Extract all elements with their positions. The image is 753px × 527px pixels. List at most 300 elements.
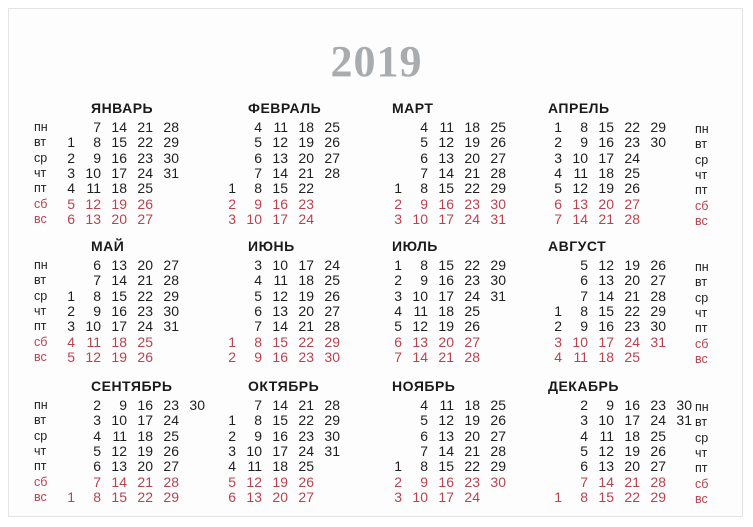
day-number: 19 [272,473,288,490]
day-number: 5 [554,180,562,197]
day-number: 25 [490,397,506,413]
day-number: 14 [598,287,614,304]
day-number: 12 [598,442,614,459]
day-number: 4 [254,272,262,289]
week-row [198,444,358,459]
day-number: 8 [420,180,428,197]
day-number: 11 [439,119,454,135]
day-number: 4 [394,302,402,319]
week-row [37,335,197,350]
day-number: 10 [85,318,101,335]
day-number: 22 [624,302,640,319]
day-number: 11 [247,458,262,475]
day-number: 16 [598,134,614,151]
week-row [198,319,358,334]
day-number: 26 [137,348,153,365]
week-row [524,475,684,490]
day-number: 11 [86,333,101,350]
day-number: 26 [163,442,179,459]
weekday-label: вс [695,491,708,506]
day-number: 20 [111,210,127,227]
week-row [198,459,358,474]
day-number: 13 [111,257,127,273]
day-number: 18 [111,333,127,350]
day-number: 16 [438,195,454,212]
day-number: 27 [464,333,480,350]
day-number: 15 [438,458,454,475]
day-number: 18 [298,119,314,135]
week-row [198,398,358,413]
day-number: 27 [624,195,640,212]
day-number: 18 [137,427,153,444]
day-number: 16 [272,427,288,444]
day-number: 5 [93,442,101,459]
month-block [364,100,524,227]
day-number: 11 [413,302,428,319]
week-row [524,335,684,350]
day-number: 13 [598,272,614,289]
day-number: 20 [464,427,480,444]
day-number: 22 [624,488,640,505]
day-number: 21 [298,397,314,413]
day-number: 18 [624,427,640,444]
day-number: 4 [554,348,562,365]
weekday-label: ср [34,150,48,165]
day-number: 27 [137,210,153,227]
day-number: 19 [111,195,127,212]
day-number: 24 [464,287,480,304]
day-number: 13 [438,149,454,166]
day-number: 26 [490,134,506,151]
week-row [364,350,524,365]
day-number: 14 [438,442,454,459]
day-number: 1 [554,119,562,135]
day-number: 21 [598,210,614,227]
day-number: 3 [394,488,402,505]
day-number: 20 [464,149,480,166]
day-number: 20 [298,302,314,319]
day-number: 15 [272,333,288,350]
day-number: 5 [420,412,428,429]
day-number: 17 [438,488,454,505]
week-row [37,197,197,212]
week-row [364,212,524,227]
week-row [524,319,684,334]
day-number: 6 [254,149,262,166]
day-number: 31 [490,210,506,227]
day-number: 25 [298,458,314,475]
week-row [364,444,524,459]
day-number: 20 [598,195,614,212]
day-number: 21 [624,287,640,304]
day-number: 1 [554,302,562,319]
week-row [37,397,205,413]
day-number: 9 [93,302,101,319]
day-number: 4 [228,458,236,475]
day-number: 3 [554,149,562,166]
day-number: 5 [394,318,402,335]
day-number: 10 [598,412,614,429]
day-number: 8 [580,488,588,505]
day-number: 19 [111,348,127,365]
day-number: 27 [650,458,666,475]
day-number: 7 [394,348,402,365]
day-number: 18 [598,348,614,365]
day-number: 10 [246,210,262,227]
day-number: 29 [163,287,179,304]
day-number: 15 [438,257,454,273]
day-number: 19 [298,287,314,304]
day-number: 17 [438,287,454,304]
day-number: 8 [254,412,262,429]
week-row [364,304,524,319]
day-number: 28 [490,164,506,181]
day-number: 5 [580,442,588,459]
month-block [364,378,524,505]
week-row [37,413,197,428]
day-number: 21 [298,164,314,181]
week-row [37,212,197,227]
day-number: 9 [254,348,262,365]
day-number: 23 [137,149,153,166]
day-number: 15 [272,412,288,429]
day-number: 26 [624,180,640,197]
month-block [364,238,524,365]
day-number: 10 [412,488,428,505]
day-number: 13 [438,427,454,444]
day-number: 12 [438,412,454,429]
day-number: 22 [298,333,314,350]
day-number: 11 [273,272,288,289]
weekday-label: пт [695,183,708,198]
week-row [364,459,524,474]
week-row [524,181,684,196]
day-number: 15 [272,180,288,197]
week-row [364,166,524,181]
month-name: ФЕВРАЛЬ [248,100,322,116]
day-number: 20 [438,333,454,350]
day-number: 31 [324,442,340,459]
day-number: 14 [598,473,614,490]
day-number: 28 [624,210,640,227]
day-number: 19 [624,442,640,459]
day-number: 7 [580,473,588,490]
day-number: 4 [554,164,562,181]
day-number: 2 [67,302,75,319]
weekday-label: пт [695,461,708,476]
day-number: 7 [420,442,428,459]
day-number: 21 [624,473,640,490]
day-number: 23 [464,195,480,212]
day-number: 14 [572,210,588,227]
day-number: 7 [554,210,562,227]
day-number: 22 [464,257,480,273]
day-number: 12 [598,257,614,273]
day-number: 16 [137,397,153,413]
week-row [37,350,197,365]
week-row [364,258,524,273]
week-row [198,429,358,444]
day-number: 19 [624,257,640,273]
day-number: 24 [137,164,153,181]
day-number: 5 [254,134,262,151]
week-row [524,397,692,413]
weekday-label: ср [34,428,48,443]
day-number: 25 [650,427,666,444]
day-number: 23 [624,318,640,335]
week-row [37,475,197,490]
day-number: 1 [67,488,75,505]
day-number: 14 [111,272,127,289]
day-number: 31 [490,287,506,304]
day-number: 17 [111,318,127,335]
week-row [524,459,684,474]
week-row [364,289,524,304]
day-number: 3 [580,412,588,429]
day-number: 16 [111,149,127,166]
day-number: 25 [137,180,153,197]
day-number: 28 [163,473,179,490]
day-number: 11 [573,348,588,365]
day-number: 15 [598,119,614,135]
week-row [364,335,524,350]
day-number: 19 [464,412,480,429]
day-number: 6 [554,195,562,212]
day-number: 23 [624,134,640,151]
day-number: 18 [111,180,127,197]
day-number: 8 [420,257,428,273]
week-row [524,304,684,319]
week-row [198,273,358,288]
day-number: 5 [228,473,236,490]
day-number: 13 [111,458,127,475]
day-number: 4 [580,427,588,444]
week-row [198,181,358,196]
day-number: 9 [254,195,262,212]
week-row [37,135,197,150]
day-number: 11 [273,119,288,135]
day-number: 1 [394,458,402,475]
day-number: 16 [438,473,454,490]
day-number: 8 [93,134,101,151]
weekday-label: вс [695,351,708,366]
day-number: 9 [93,149,101,166]
day-number: 23 [163,397,179,413]
week-row [364,273,524,288]
day-number: 30 [490,195,506,212]
week-row [198,335,358,350]
day-number: 15 [111,134,127,151]
day-number: 21 [137,473,153,490]
week-row [37,151,197,166]
day-number: 4 [67,333,75,350]
day-number: 28 [650,287,666,304]
day-number: 6 [420,149,428,166]
day-number: 9 [420,473,428,490]
weekday-label: пн [34,398,48,412]
day-number: 2 [93,397,101,413]
day-number: 10 [572,149,588,166]
day-number: 4 [93,427,101,444]
day-number: 30 [163,302,179,319]
day-number: 27 [324,149,340,166]
week-row [198,490,358,505]
day-number: 15 [111,488,127,505]
week-row [364,181,524,196]
day-number: 25 [163,427,179,444]
day-number: 6 [420,427,428,444]
day-number: 15 [598,302,614,319]
day-number: 13 [572,195,588,212]
weekday-label: сб [34,334,48,349]
day-number: 7 [93,119,101,135]
day-number: 29 [163,134,179,151]
day-number: 9 [420,195,428,212]
day-number: 16 [111,302,127,319]
weekday-label: ср [695,152,709,167]
day-number: 23 [298,348,314,365]
day-number: 28 [163,272,179,289]
day-number: 31 [163,318,179,335]
day-number: 29 [324,412,340,429]
day-number: 11 [86,180,101,197]
day-number: 31 [650,333,666,350]
day-number: 25 [624,348,640,365]
day-number: 17 [111,164,127,181]
day-number: 20 [624,458,640,475]
day-number: 10 [272,257,288,273]
week-row [524,289,684,304]
day-number: 8 [254,333,262,350]
day-number: 20 [272,488,288,505]
day-number: 24 [137,318,153,335]
weekday-label: чт [34,303,47,318]
day-number: 13 [85,210,101,227]
week-row [524,212,684,227]
day-number: 20 [137,257,153,273]
day-number: 25 [490,119,506,135]
day-number: 16 [438,272,454,289]
weekday-label: вс [34,349,47,364]
day-number: 9 [119,397,127,413]
day-number: 17 [598,149,614,166]
day-number: 27 [650,272,666,289]
weekday-label: вт [695,415,708,430]
month-block [524,100,684,227]
week-row [198,120,358,135]
day-number: 23 [650,397,666,413]
day-number: 24 [624,149,640,166]
day-number: 17 [624,412,640,429]
day-number: 16 [598,318,614,335]
month-name: МАРТ [392,100,434,116]
day-number: 11 [573,164,588,181]
day-number: 3 [254,257,262,273]
day-number: 3 [228,210,236,227]
day-number: 30 [189,397,205,413]
day-number: 22 [298,412,314,429]
week-row [37,120,197,135]
day-number: 23 [464,272,480,289]
week-row [524,429,684,444]
day-number: 3 [394,287,402,304]
weekday-label: сб [695,198,709,213]
weekday-label: сб [34,196,48,211]
day-number: 20 [298,149,314,166]
weekday-label: вс [34,489,47,504]
week-row [364,197,524,212]
week-row [37,444,197,459]
day-number: 3 [394,210,402,227]
weekday-label: ср [695,430,709,445]
day-number: 29 [490,257,506,273]
day-number: 9 [254,427,262,444]
day-number: 22 [624,119,640,135]
week-row [524,120,684,135]
day-number: 1 [394,257,402,273]
day-number: 30 [163,149,179,166]
weekday-label: пн [34,258,48,272]
month-block [198,100,358,227]
day-number: 28 [650,473,666,490]
day-number: 4 [67,180,75,197]
week-row [524,258,684,273]
day-number: 6 [93,257,101,273]
day-number: 19 [137,442,153,459]
day-number: 30 [324,348,340,365]
day-number: 24 [464,210,480,227]
day-number: 15 [598,488,614,505]
week-row [37,289,197,304]
weekday-label: чт [34,165,47,180]
week-row [524,490,684,505]
day-number: 31 [676,412,692,429]
weekday-label: пт [695,321,708,336]
day-number: 29 [650,488,666,505]
day-number: 7 [93,473,101,490]
day-number: 25 [324,272,340,289]
day-number: 28 [324,164,340,181]
day-number: 3 [554,333,562,350]
weekday-label: чт [695,445,708,460]
month-name: СЕНТЯБРЬ [91,378,173,394]
day-number: 30 [650,134,666,151]
day-number: 10 [412,210,428,227]
month-name: ИЮНЬ [248,238,295,254]
day-number: 22 [464,458,480,475]
month-name: МАЙ [91,238,125,254]
day-number: 30 [650,318,666,335]
day-number: 26 [650,442,666,459]
day-number: 9 [606,397,614,413]
week-row [524,135,684,150]
day-number: 30 [490,473,506,490]
day-number: 27 [490,149,506,166]
day-number: 21 [137,119,153,135]
day-number: 8 [93,287,101,304]
day-number: 12 [438,134,454,151]
day-number: 2 [394,272,402,289]
day-number: 29 [650,302,666,319]
day-number: 1 [67,134,75,151]
day-number: 23 [137,302,153,319]
day-number: 18 [598,164,614,181]
week-row [524,166,684,181]
day-number: 11 [439,397,454,413]
day-number: 12 [246,473,262,490]
day-number: 6 [67,210,75,227]
week-row [364,120,524,135]
